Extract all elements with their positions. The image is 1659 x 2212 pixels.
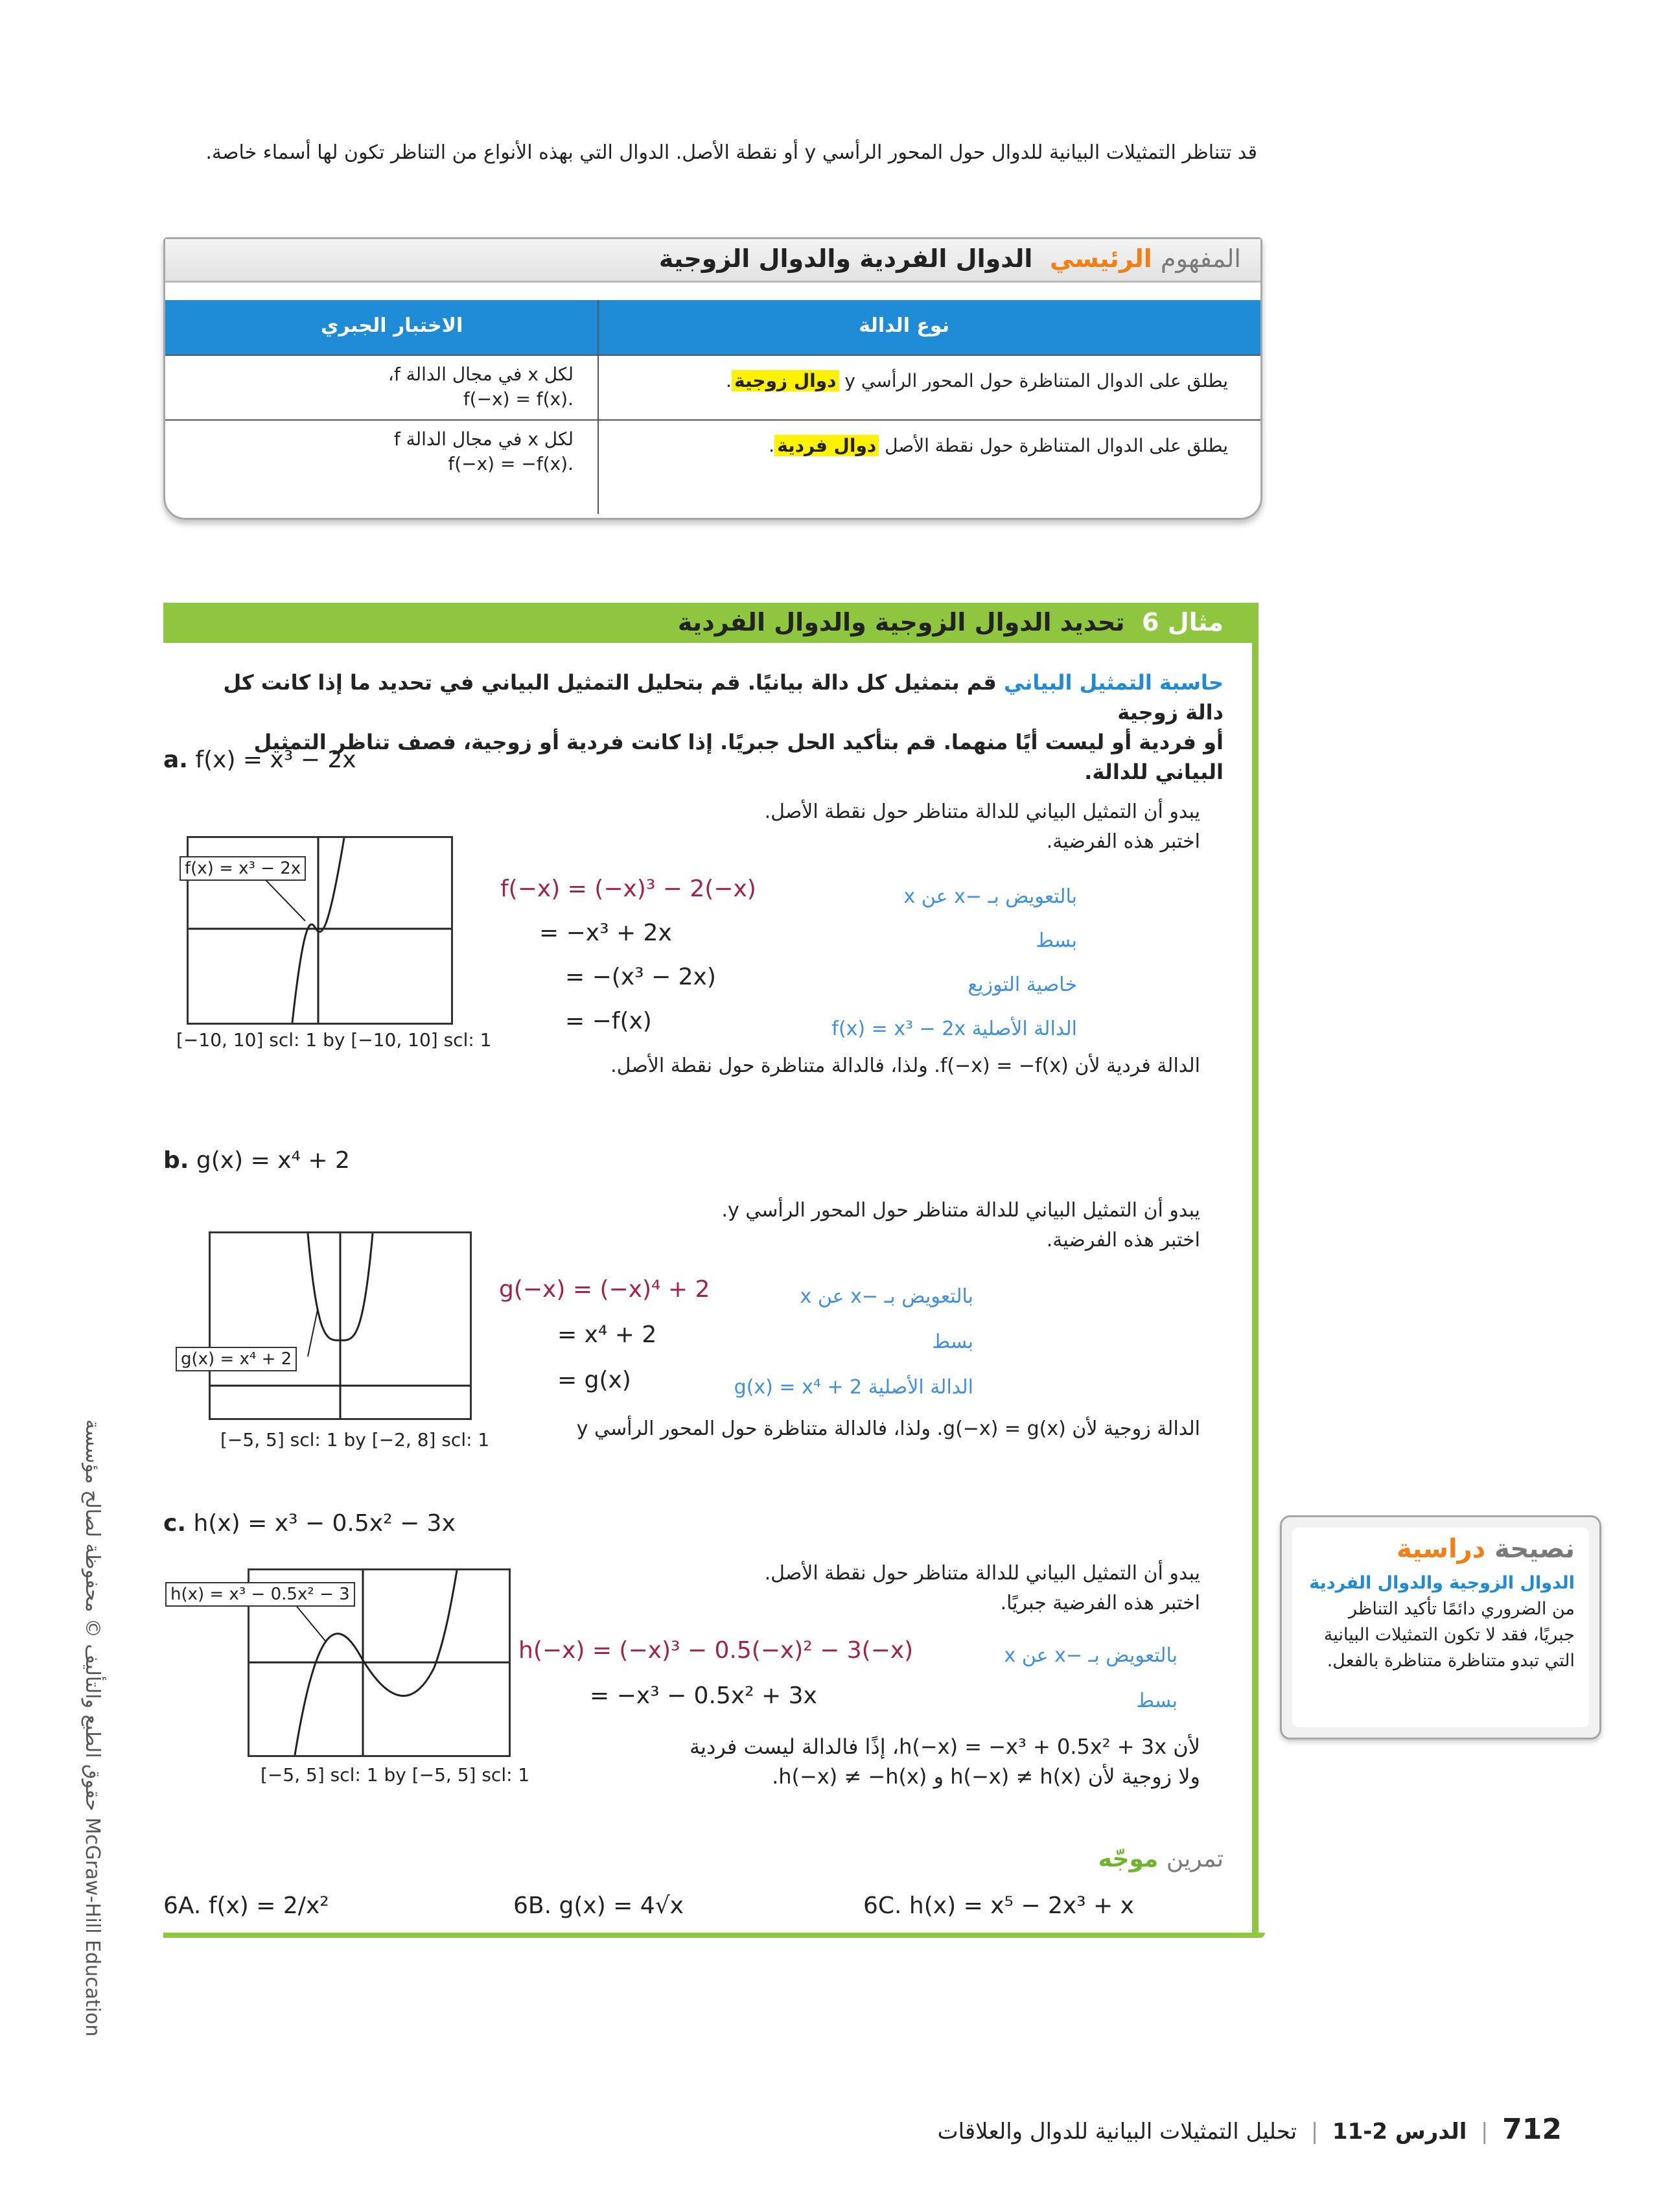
reason: بالتعويض بـ −x عن x: [903, 885, 1077, 908]
part-b-text: [617, 1196, 1200, 1255]
reason: خاصية التوزيع: [968, 973, 1077, 996]
column-header-type: نوع الدالة: [859, 314, 949, 337]
part-b-conclusion: الدالة زوجية لأن g(−x) = g(x). ولذا، فالدالة متناظرة حول المحور الرأسي y: [576, 1417, 1200, 1440]
row-test-line1: لكل x في مجال الدالة f: [393, 428, 574, 450]
table-row: يطلق على الدوال المتناظرة حول نقطة الأصل دوال فردية. لكل x في مجال الدالة f f(−x) = −f(x).: [165, 419, 1260, 492]
exercise-6a: 6A. f(x) = 2/x²: [163, 1892, 329, 1919]
part-a-text2: اختبر هذه الفرضية.: [1046, 830, 1200, 853]
step: f(−x) = (−x)³ − 2(−x): [500, 876, 756, 902]
part-c-text1: يبدو أن التمثيل البياني للدالة متناظر حول نقطة الأصل.: [764, 1562, 1200, 1585]
graph-b-plot: [211, 1233, 470, 1418]
example-number: مثال 6: [1142, 608, 1224, 636]
part-b-text1: يبدو أن التمثيل البياني للدالة متناظر حول المحور الرأسي y.: [721, 1199, 1200, 1222]
page-footer: 712 | الدرس 2-11 | تحليل التمثيلات البيانية للدوال والعلاقات: [937, 2113, 1562, 2146]
part-c-function: h(x) = x³ − 0.5x² − 3x: [193, 1510, 456, 1537]
reason: الدالة الأصلية f(x) = x³ − 2x: [831, 1018, 1077, 1040]
part-b-label: b.: [163, 1147, 189, 1174]
calculator-label: حاسبة التمثيل البياني: [1004, 670, 1224, 695]
step: = −(x³ − 2x): [565, 964, 716, 990]
reason: بسط: [1036, 929, 1077, 952]
step: = g(x): [557, 1367, 631, 1393]
graph-a-window: [−10, 10] scl: 1 by [−10, 10] scl: 1: [176, 1029, 492, 1051]
part-c-text2: اختبر هذه الفرضية جبريًا.: [1000, 1592, 1200, 1614]
graph-b-label: g(x) = x⁴ + 2: [176, 1347, 297, 1371]
key-concept-label: المفهوم: [1160, 244, 1241, 273]
row-type-text: يطلق على الدوال المتناظرة حول نقطة الأصل: [885, 435, 1228, 456]
graph-c-window: [−5, 5] scl: 1 by [−5, 5] scl: 1: [261, 1764, 530, 1786]
reason: بسط: [1136, 1690, 1178, 1712]
row-type-text: يطلق على الدوال المتناظرة حول المحور الرأسي y: [844, 370, 1228, 391]
part-c-conclusion: [552, 1732, 1200, 1791]
step: = −f(x): [565, 1008, 652, 1034]
part-c-conclusion2: ولا زوجية لأن h(−x) ≠ h(x) و h(−x) ≠ −h(x).: [772, 1764, 1200, 1789]
graph-a-label: f(x) = x³ − 2x: [180, 856, 306, 881]
part-a-conclusion: الدالة فردية لأن f(−x) = −f(x). ولذا، فالدالة متناظرة حول نقطة الأصل.: [610, 1054, 1200, 1077]
tip-subtitle: الدوال الزوجية والدوال الفردية: [1309, 1573, 1575, 1593]
task-line1: قم بتمثيل كل دالة بيانيًا. قم بتحليل التمثيل البياني في تحديد ما إذا كانت كل دالة زوجية: [223, 670, 1224, 725]
row-test-line2: f(−x) = −f(x).: [448, 453, 574, 474]
example-bottom-border: [163, 1933, 1265, 1938]
part-c-steps: [518, 1628, 913, 1719]
key-concept-header: [165, 239, 1260, 283]
part-c-label: c.: [163, 1510, 187, 1537]
example-title: تحديد الدوال الزوجية والدوال الفردية: [677, 608, 1125, 636]
exercise-6c: 6C. h(x) = x⁵ − 2x³ + x: [863, 1892, 1134, 1919]
reason: بالتعويض بـ −x عن x: [800, 1285, 973, 1308]
part-a-reasons: [753, 875, 1077, 1051]
key-concept-title: الدوال الفردية والدوال الزوجية: [658, 244, 1033, 273]
table-header: [165, 300, 1260, 355]
graph-a: [187, 836, 453, 1025]
key-concept-label-accent: الرئيسي: [1049, 244, 1152, 273]
step: = −x³ − 0.5x² + 3x: [590, 1682, 817, 1709]
copyright-credit: حقوق الطبع والتأليف © محفوظة لصالح مؤسسة McGraw-Hill Education: [81, 1419, 104, 2037]
step: g(−x) = (−x)⁴ + 2: [499, 1276, 710, 1303]
part-a-heading: [163, 747, 356, 773]
graph-b-window: [−5, 5] scl: 1 by [−2, 8] scl: 1: [220, 1429, 490, 1450]
intro-paragraph: قد تتناظر التمثيلات البيانية للدوال حول المحور الرأسي y أو نقطة الأصل. الدوال التي بهذه الأنواع من التناظر تكون لها أسماء خاصة.: [205, 141, 1257, 164]
study-tip: [1280, 1515, 1601, 1740]
part-b-text2: اختبر هذه الفرضية.: [1046, 1229, 1200, 1252]
part-c-text: [617, 1559, 1200, 1618]
part-c-conclusion1: لأن h(−x) = −x³ + 0.5x² + 3x، إذًا فالدالة ليست فردية: [690, 1734, 1200, 1759]
tip-title-accent: دراسية: [1397, 1534, 1486, 1564]
row-test-line1: لكل x في مجال الدالة f،: [388, 364, 574, 385]
task-line2: أو فردية أو ليست أيًا منهما. قم بتأكيد الحل جبريًا. إذا كانت فردية أو زوجية، فصف تناظر التمثيل البياني للدالة.: [253, 730, 1224, 784]
part-a-steps: [500, 867, 756, 1043]
tip-body: من الضروري دائمًا تأكيد التناظر جبريًا، فقد لا تكون التمثيلات البيانية التي تبدو متناظرة متناظرة بالفعل.: [1323, 1599, 1575, 1671]
label-pointer: [308, 1310, 318, 1356]
table-row: يطلق على الدوال المتناظرة حول المحور الرأسي y دوال زوجية. لكل x في مجال الدالة f، f(−x) = f(x).: [165, 355, 1260, 421]
reason: بالتعويض بـ −x عن x: [1004, 1644, 1178, 1667]
example-section: [163, 603, 1259, 1938]
part-a-function: f(x) = x³ − 2x: [195, 747, 356, 773]
graph-c: [170, 1568, 511, 1757]
step: = −x³ + 2x: [539, 920, 672, 946]
row-test-line2: f(−x) = f(x).: [463, 388, 574, 410]
tip-title: نصيحة: [1494, 1534, 1575, 1564]
exercise-6b: 6B. g(x) = 4√x: [513, 1892, 684, 1919]
part-b-heading: [163, 1147, 350, 1174]
guided-practice-heading: [1098, 1846, 1224, 1872]
part-b-reasons: [649, 1274, 973, 1410]
key-concept-box: [163, 237, 1262, 520]
part-a-text: [617, 797, 1200, 857]
part-c-reasons: [918, 1633, 1178, 1724]
example-header: [163, 603, 1259, 643]
lesson-label: الدرس 2-11: [1332, 2119, 1467, 2145]
reason: بسط: [932, 1331, 973, 1353]
guided-label-accent: موجّه: [1098, 1846, 1159, 1872]
step: = x⁴ + 2: [557, 1321, 657, 1348]
step: h(−x) = (−x)³ − 0.5(−x)² − 3(−x): [518, 1637, 914, 1664]
example-border: [1252, 603, 1259, 1938]
lesson-title: تحليل التمثيلات البيانية للدوال والعلاقات: [937, 2119, 1297, 2145]
graph-b: [181, 1231, 472, 1420]
even-functions-highlight: دوال زوجية: [732, 370, 839, 391]
guided-label: تمرين: [1166, 1846, 1224, 1872]
graph-c-label: h(x) = x³ − 0.5x² − 3: [165, 1582, 355, 1607]
reason: الدالة الأصلية g(x) = x⁴ + 2: [734, 1376, 973, 1399]
part-a-text1: يبدو أن التمثيل البياني للدالة متناظر حول نقطة الأصل.: [764, 800, 1200, 823]
odd-functions-highlight: دوال فردية: [774, 435, 879, 456]
part-b-function: g(x) = x⁴ + 2: [196, 1147, 350, 1174]
page-number: 712: [1502, 2113, 1562, 2146]
column-header-test: الاختبار الجبري: [321, 314, 463, 337]
part-a-label: a.: [163, 747, 188, 773]
part-c-heading: [163, 1510, 456, 1537]
